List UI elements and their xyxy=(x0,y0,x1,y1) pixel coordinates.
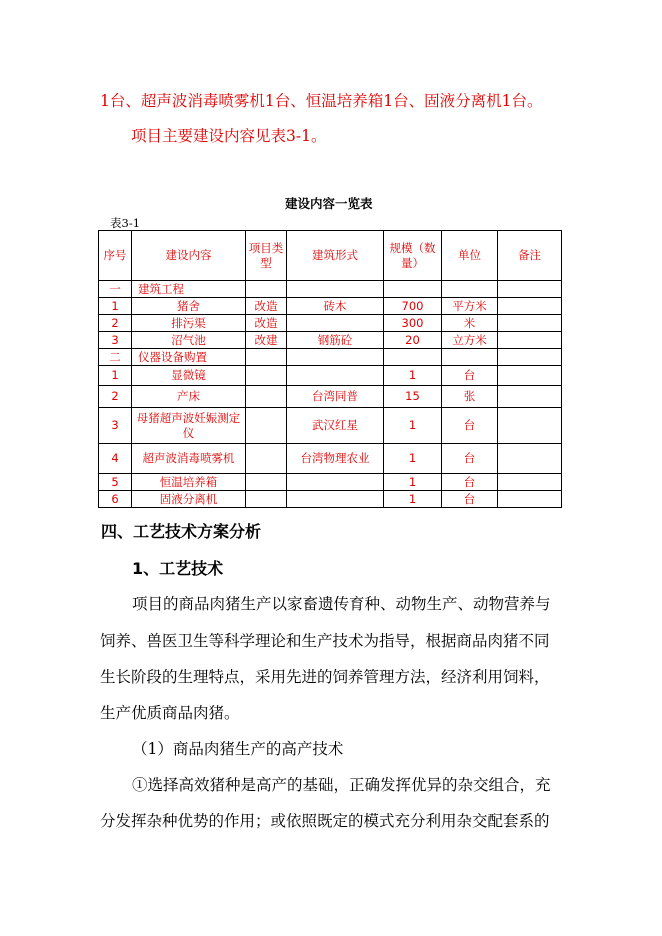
cell-content: 恒温培养箱 xyxy=(132,474,246,491)
cell-seq: 1 xyxy=(99,366,132,386)
cell-note xyxy=(498,281,562,298)
header-type: 项目类型 xyxy=(246,231,287,281)
cell-type xyxy=(246,386,287,408)
table-number: 表3-1 xyxy=(110,216,141,230)
paragraph-line: ①选择高效猪种是高产的基础，正确发挥优异的杂交组合，充 xyxy=(132,776,551,794)
cell-unit: 平方米 xyxy=(442,298,498,315)
cell-seq: 5 xyxy=(99,474,132,491)
paragraph-line: 分发挥杂种优势的作用；或依照既定的模式充分利用杂交配套系的 xyxy=(100,812,550,830)
cell-scale: 20 xyxy=(384,332,442,349)
cell-scale: 1 xyxy=(384,491,442,508)
header-note: 备注 xyxy=(498,231,562,281)
cell-seq: 2 xyxy=(99,315,132,332)
cell-form xyxy=(287,366,384,386)
table-row xyxy=(99,281,562,298)
table-row xyxy=(99,386,562,408)
cell-note xyxy=(498,332,562,349)
cell-scale xyxy=(384,349,442,366)
cell-scale: 1 xyxy=(384,474,442,491)
cell-form: 钢筋砼 xyxy=(287,332,384,349)
cell-content: 固液分离机 xyxy=(132,491,246,508)
cell-form xyxy=(287,349,384,366)
cell-seq: 二 xyxy=(99,349,132,366)
subsection-heading: （1）商品肉猪生产的高产技术 xyxy=(132,740,344,758)
header-form: 建筑形式 xyxy=(287,231,384,281)
table-caption: 建设内容一览表 xyxy=(285,196,373,211)
cell-type xyxy=(246,491,287,508)
cell-unit: 立方米 xyxy=(442,332,498,349)
cell-unit xyxy=(442,349,498,366)
cell-seq: 4 xyxy=(99,444,132,474)
cell-form xyxy=(287,281,384,298)
cell-unit: 张 xyxy=(442,386,498,408)
cell-unit xyxy=(442,281,498,298)
cell-type xyxy=(246,349,287,366)
subsection-heading: 1、工艺技术 xyxy=(132,559,224,578)
header-scale: 规模（数量） xyxy=(384,231,442,281)
cell-scale: 1 xyxy=(384,444,442,474)
cell-note xyxy=(498,315,562,332)
cell-form xyxy=(287,315,384,332)
table-row xyxy=(99,332,562,349)
cell-form xyxy=(287,474,384,491)
cell-form: 台湾同普 xyxy=(287,386,384,408)
intro-line-2: 项目主要建设内容见表3-1。 xyxy=(131,127,327,145)
paragraph-line: 项目的商品肉猪生产以家畜遗传育种、动物生产、动物营养与 xyxy=(132,595,551,613)
cell-seq: 一 xyxy=(99,281,132,298)
cell-form: 砖木 xyxy=(287,298,384,315)
cell-seq: 2 xyxy=(99,386,132,408)
cell-unit: 台 xyxy=(442,491,498,508)
cell-type: 改造 xyxy=(246,315,287,332)
cell-form xyxy=(287,491,384,508)
cell-type xyxy=(246,474,287,491)
cell-type xyxy=(246,366,287,386)
table-row xyxy=(99,315,562,332)
paragraph-line: 饲养、兽医卫生等科学理论和生产技术为指导，根据商品肉猪不同 xyxy=(100,632,550,650)
cell-seq: 3 xyxy=(99,408,132,444)
cell-form: 台湾物理农业 xyxy=(287,444,384,474)
table-row xyxy=(99,298,562,315)
header-seq: 序号 xyxy=(99,231,132,281)
table-row xyxy=(99,366,562,386)
cell-content: 排污渠 xyxy=(132,315,246,332)
table-header-row xyxy=(99,231,562,281)
table-row xyxy=(99,444,562,474)
paragraph-line: 生产优质商品肉猪。 xyxy=(100,704,240,722)
cell-unit: 米 xyxy=(442,315,498,332)
cell-content: 显微镜 xyxy=(132,366,246,386)
section-heading: 四、工艺技术方案分析 xyxy=(101,522,262,541)
cell-content: 超声波消毒喷雾机 xyxy=(132,444,246,474)
cell-note xyxy=(498,408,562,444)
cell-content: 沼气池 xyxy=(132,332,246,349)
cell-note xyxy=(498,444,562,474)
cell-note xyxy=(498,491,562,508)
cell-note xyxy=(498,298,562,315)
cell-content: 产床 xyxy=(132,386,246,408)
cell-note xyxy=(498,474,562,491)
header-unit: 单位 xyxy=(442,231,498,281)
cell-unit: 台 xyxy=(442,444,498,474)
cell-type xyxy=(246,408,287,444)
table-row xyxy=(99,474,562,491)
cell-content: 建筑工程 xyxy=(132,281,246,298)
cell-unit: 台 xyxy=(442,366,498,386)
cell-note xyxy=(498,349,562,366)
cell-type: 改建 xyxy=(246,332,287,349)
cell-content: 仪器设备购置 xyxy=(132,349,246,366)
cell-type xyxy=(246,444,287,474)
header-content: 建设内容 xyxy=(132,231,246,281)
cell-seq: 6 xyxy=(99,491,132,508)
cell-scale: 1 xyxy=(384,408,442,444)
cell-scale: 1 xyxy=(384,366,442,386)
cell-scale: 15 xyxy=(384,386,442,408)
table-row xyxy=(99,491,562,508)
cell-seq: 3 xyxy=(99,332,132,349)
cell-note xyxy=(498,366,562,386)
construction-table xyxy=(98,230,562,508)
cell-unit: 台 xyxy=(442,408,498,444)
cell-scale: 300 xyxy=(384,315,442,332)
cell-note xyxy=(498,386,562,408)
cell-content: 母猪超声波妊娠测定仪 xyxy=(132,408,246,444)
cell-scale: 700 xyxy=(384,298,442,315)
cell-unit: 台 xyxy=(442,474,498,491)
cell-content: 猪舍 xyxy=(132,298,246,315)
table-row xyxy=(99,349,562,366)
table-row xyxy=(99,408,562,444)
cell-scale xyxy=(384,281,442,298)
intro-line-1: 1台、超声波消毒喷雾机1台、恒温培养箱1台、固液分离机1台。 xyxy=(100,92,543,110)
cell-type xyxy=(246,281,287,298)
cell-seq: 1 xyxy=(99,298,132,315)
paragraph-line: 生长阶段的生理特点，采用先进的饲养管理方法，经济利用饲料， xyxy=(100,668,550,686)
cell-form: 武汉红星 xyxy=(287,408,384,444)
cell-type: 改造 xyxy=(246,298,287,315)
